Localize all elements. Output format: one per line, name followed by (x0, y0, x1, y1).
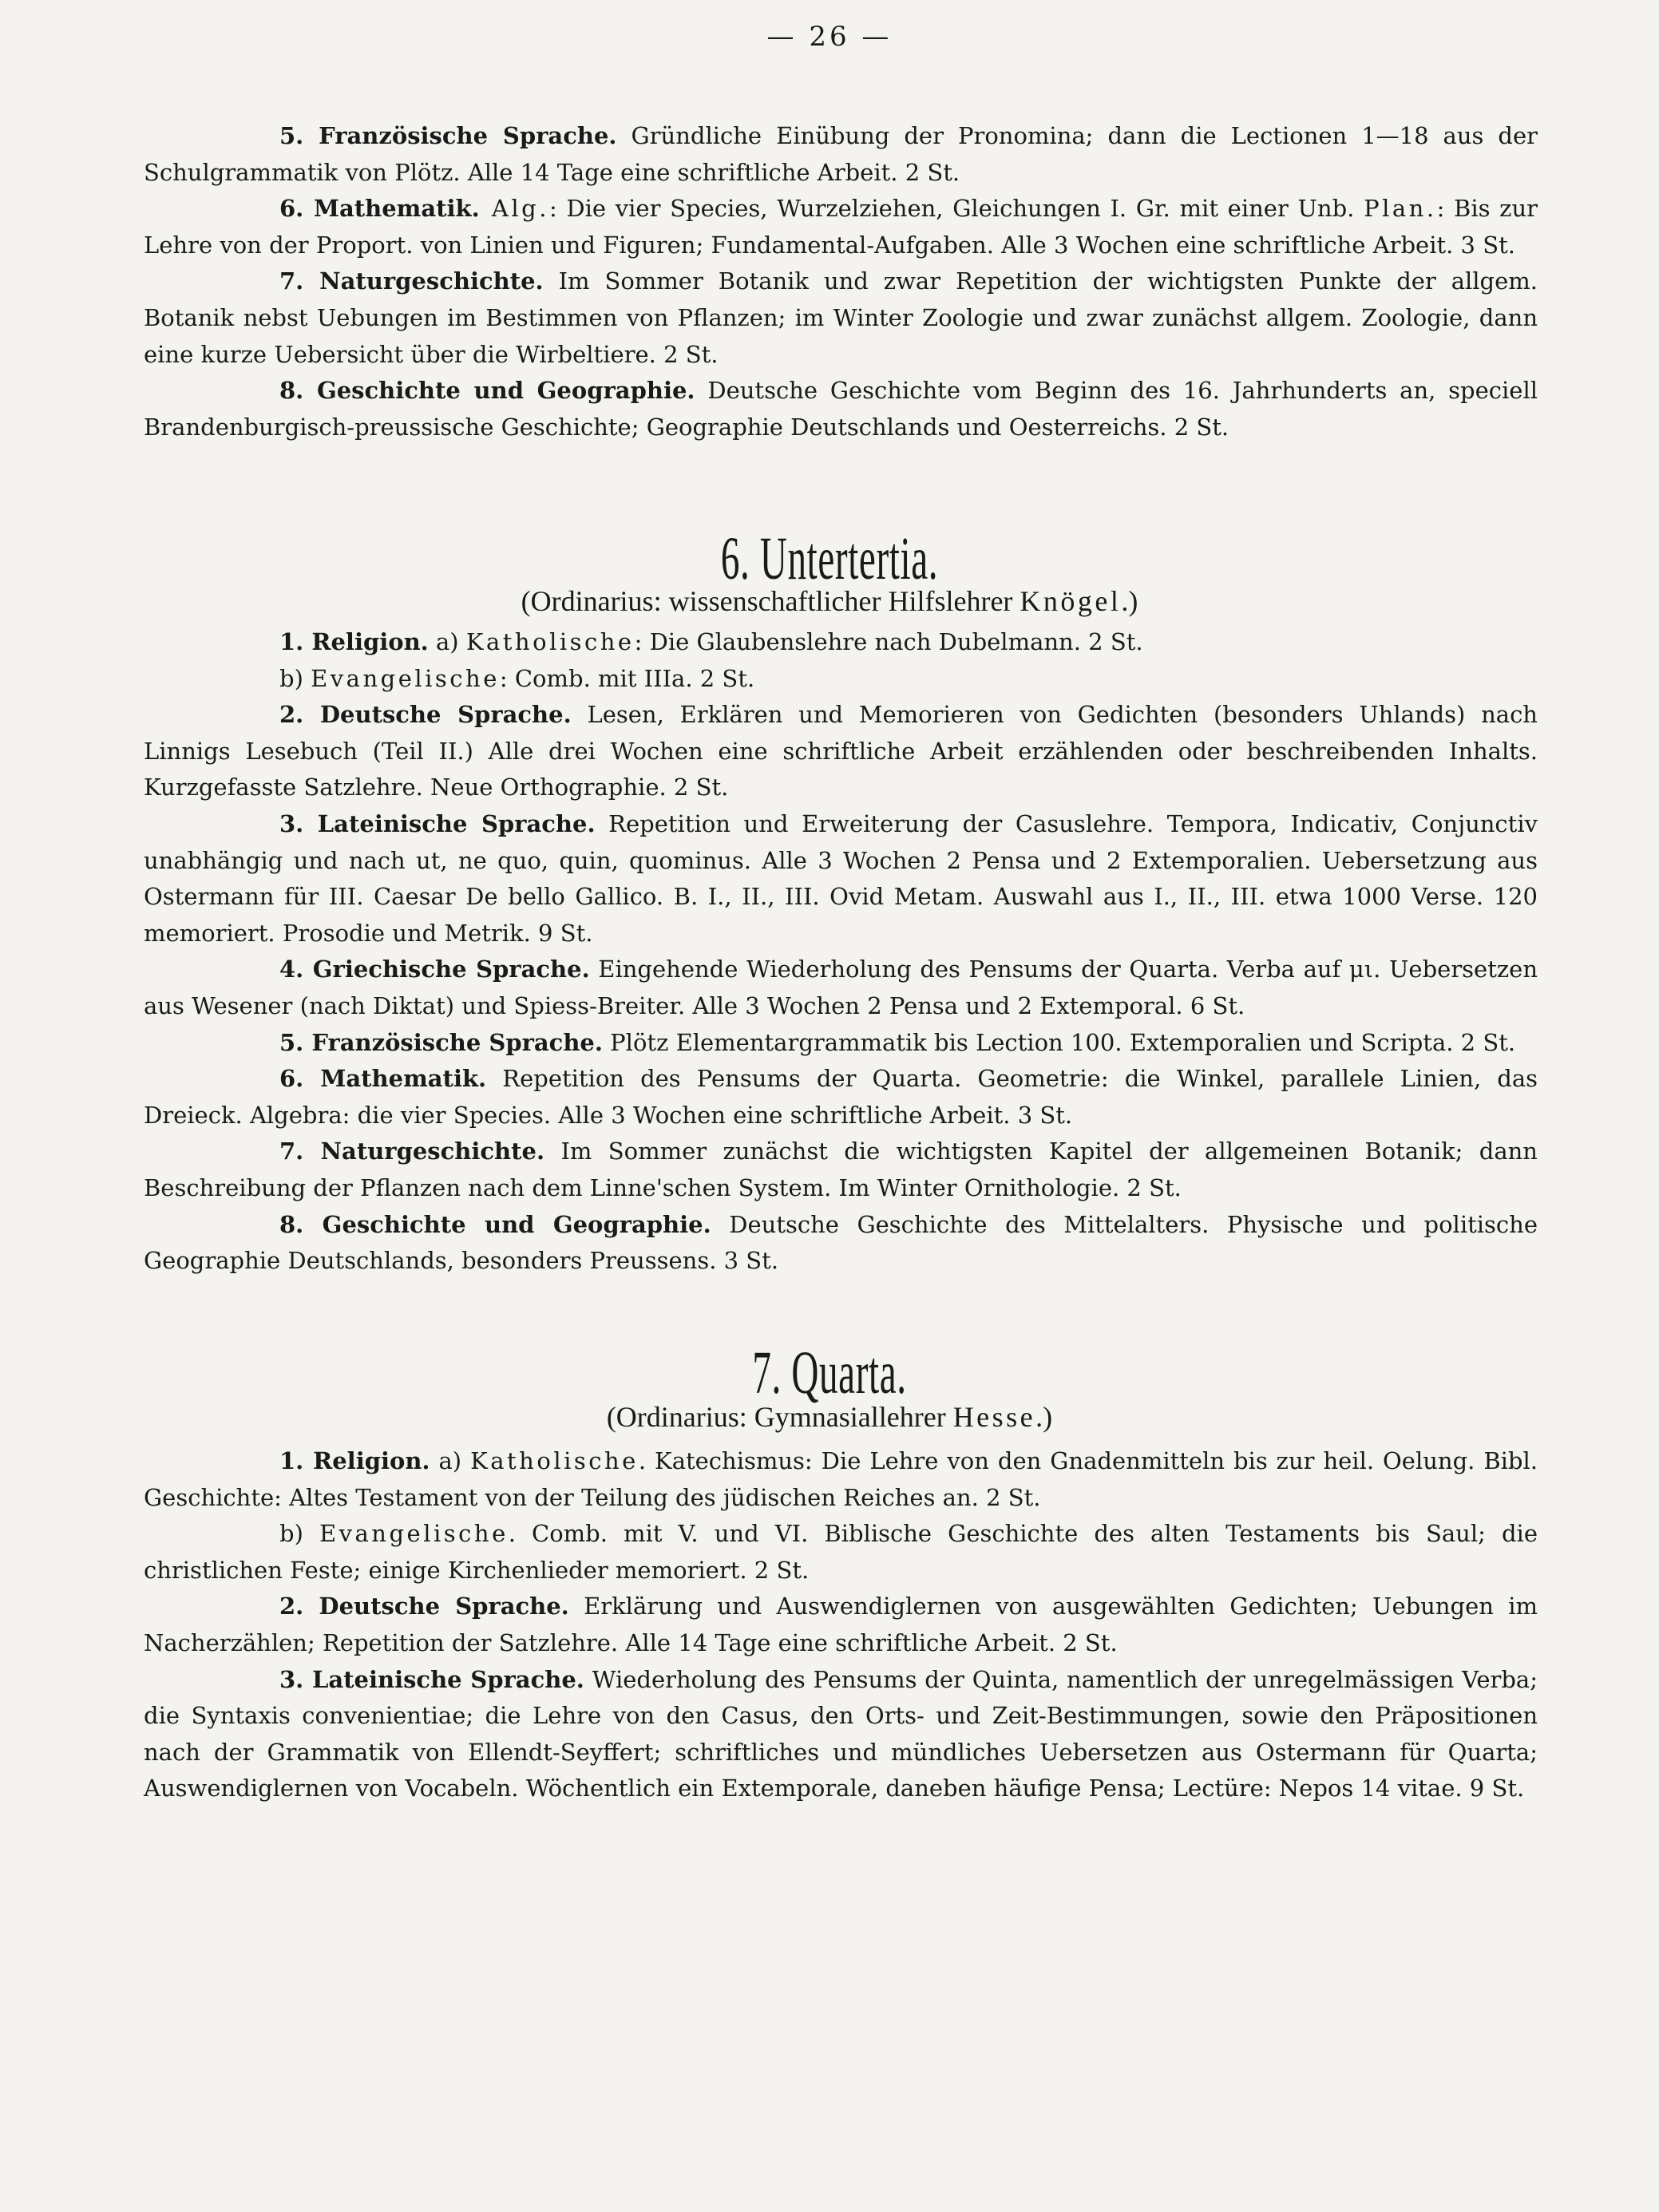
paragraph: 5. Französische Sprache. Gründliche Einübung der Pronomina; dann die Lectionen 1—18 aus der Schulgrammatik von Plötz. Alle 14 Tage eine schriftliche Arbeit. 2 St. (144, 122, 1538, 186)
paragraph: b) Evangelische: Comb. mit IIIa. 2 St. (279, 664, 755, 692)
section-heading-untertertia: 6. Untertertia. (720, 525, 939, 592)
paragraph: 8. Geschichte und Geographie. Deutsche Geschichte vom Beginn des 16. Jahrhunderts an, speciell Brandenburgisch-preussische Geschichte; Geographie Deutschlands und Oesterreichs. 2 St. (144, 377, 1538, 441)
ordinarius-line: (Ordinarius: wissenschaftlicher Hilfslehrer Knögel.) (521, 585, 1138, 617)
section-untertertia (144, 624, 1538, 1280)
paragraph: 5. Französische Sprache. Plötz Elementargrammatik bis Lection 100. Extemporalien und Scripta. 2 St. (279, 1028, 1516, 1056)
page-number: — 26 — (766, 21, 893, 53)
paragraph: 2. Deutsche Sprache. Erklärung und Auswendiglernen von ausgewählten Gedichten; Uebungen im Nacherzählen; Repetition der Satzlehre. Alle 14 Tage eine schriftliche Arbeit. 2 St. (144, 1593, 1538, 1656)
paragraph: 6. Mathematik. Repetition des Pensums der Quarta. Geometrie: die Winkel, parallele Linien, das Dreieck. Algebra: die vier Species. Alle 3 Wochen eine schriftliche Arbeit. 3 St. (144, 1065, 1538, 1129)
paragraph: 6. Mathematik. Alg.: Die vier Species, Wurzelziehen, Gleichungen I. Gr. mit einer Unb. Plan.: Bis zur Lehre von der Proport. von Linien und Figuren; Fundamental-Aufgaben. Alle 3 Wochen eine schriftliche Arbeit. 3 St. (144, 195, 1538, 259)
paragraph: 8. Geschichte und Geographie. Deutsche Geschichte des Mittelalters. Physische und politische Geographie Deutschlands, besonders Preussens. 3 St. (144, 1210, 1538, 1275)
paragraph: 1. Religion. a) Katholische: Die Glaubenslehre nach Dubelmann. 2 St. (279, 628, 1143, 655)
paragraph: 4. Griechische Sprache. Eingehende Wiederholung des Pensums der Quarta. Verba auf μι. Uebersetzen aus Wesener (nach Diktat) und Spiess-Breiter. Alle 3 Wochen 2 Pensa und 2 Extemporal. 6 St. (144, 956, 1538, 1019)
paragraph: 3. Lateinische Sprache. Repetition und Erweiterung der Casuslehre. Tempora, Indicativ, Conjunctiv unabhängig und nach ut, ne quo, quin, quominus. Alle 3 Wochen 2 Pensa und 2 Extemporalien. Uebersetzung aus Ostermann für III. Caesar De bello Gallico. B. I., II., III. Ovid Metam. Auswahl aus I., II., III. etwa 1000 Verse. 120 memoriert. Prosodie und Metrik. 9 St. (144, 809, 1538, 947)
paragraph: 2. Deutsche Sprache. Lesen, Erklären und Memorieren von Gedichten (besonders Uhlands) nach Linnigs Lesebuch (Teil II.) Alle drei Wochen eine schriftliche Arbeit erzählenden oder beschreibenden Inhalts. Kurzgefasste Satzlehre. Neue Orthographie. 2 St. (144, 701, 1538, 801)
paragraph: 3. Lateinische Sprache. Wiederholung des Pensums der Quinta, namentlich der unregelmässigen Verba; die Syntaxis convenientiae; die Lehre von den Casus, den Orts- und Zeit-Bestimmungen, sowie den Präpositionen nach der Grammatik von Ellendt-Seyffert; schriftliches und mündliches Uebersetzen aus Ostermann für Quarta; Auswendiglernen von Vocabeln. Wöchentlich ein Extemporale, daneben häufige Pensa; Lectüre: Nepos 14 vitae. 9 St. (144, 1665, 1538, 1802)
paragraph: b) Evangelische. Comb. mit V. und VI. Biblische Geschichte des alten Testaments bis Saul; die christlichen Feste; einige Kirchenlieder memoriert. 2 St. (144, 1520, 1538, 1584)
section-quarta (144, 1443, 1538, 1807)
paragraph: 7. Naturgeschichte. Im Sommer zunächst die wichtigsten Kapitel der allgemeinen Botanik; dann Beschreibung der Pflanzen nach dem Linne'schen System. Im Winter Ornithologie. 2 St. (144, 1138, 1538, 1201)
paragraph: 1. Religion. a) Katholische. Katechismus: Die Lehre von den Gnadenmitteln bis zur heil. Oelung. Bibl. Geschichte: Altes Testament von der Teilung des jüdischen Reiches an. 2 St. (144, 1447, 1538, 1511)
paragraph: 7. Naturgeschichte. Im Sommer Botanik und zwar Repetition der wichtigsten Punkte der allgem. Botanik nebst Uebungen im Bestimmen von Pflanzen; im Winter Zoologie und zwar zunächst allgem. Zoologie, dann eine kurze Uebersicht über die Wirbeltiere. 2 St. (144, 267, 1538, 368)
ordinarius-line: (Ordinarius: Gymnasiallehrer Hesse.) (606, 1401, 1053, 1433)
section-continued (144, 118, 1538, 445)
section-heading-quarta: 7. Quarta. (752, 1339, 907, 1407)
